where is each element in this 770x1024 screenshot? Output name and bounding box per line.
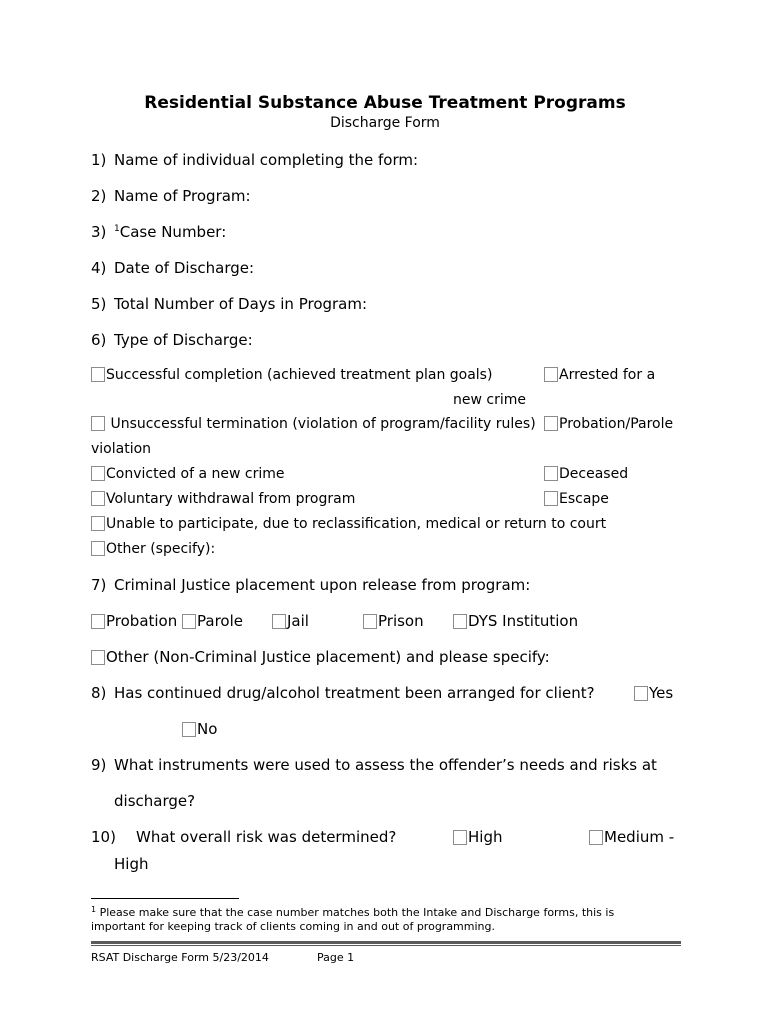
question-2 xyxy=(91,187,251,205)
question-10 xyxy=(91,828,397,846)
question-number: 3) xyxy=(91,223,107,241)
question-5 xyxy=(91,295,368,313)
checkbox[interactable] xyxy=(544,416,558,431)
checkbox[interactable] xyxy=(453,830,467,845)
question-text: Has continued drug/alcohol treatment been arranged for client? xyxy=(114,684,595,702)
option-yes[interactable] xyxy=(634,684,673,702)
form-subtitle: Discharge Form xyxy=(330,115,440,131)
option-other-placement[interactable] xyxy=(91,648,550,666)
option-label: Successful completion (achieved treatment plan goals) xyxy=(106,367,493,383)
option-no[interactable] xyxy=(182,720,217,738)
question-number: 5) xyxy=(91,295,107,313)
option-label: Voluntary withdrawal from program xyxy=(106,491,356,507)
option-label: No xyxy=(197,720,218,738)
footer-rule xyxy=(91,941,681,944)
checkbox[interactable] xyxy=(589,830,603,845)
option-label: Convicted of a new crime xyxy=(106,466,285,482)
question-text: What overall risk was determined? xyxy=(136,828,397,846)
checkbox[interactable] xyxy=(91,650,105,665)
option-label: Escape xyxy=(559,491,609,507)
question-text: Total Number of Days in Program: xyxy=(114,295,368,313)
option-jail[interactable] xyxy=(272,612,309,630)
option-label: Other (Non-Criminal Justice placement) and please specify: xyxy=(106,648,550,666)
form-title: Residential Substance Abuse Treatment Programs xyxy=(144,93,626,113)
question-text: Criminal Justice placement upon release from program: xyxy=(114,576,531,594)
option-arrested-continued: new crime xyxy=(453,392,526,408)
question-9 xyxy=(91,756,657,774)
checkbox[interactable] xyxy=(634,686,648,701)
option-high[interactable] xyxy=(453,828,502,846)
option-label: DYS Institution xyxy=(468,612,579,630)
question-text: What instruments were used to assess the offender’s needs and risks at xyxy=(114,756,657,774)
option-label: Yes xyxy=(649,684,674,702)
checkbox[interactable] xyxy=(91,367,105,382)
option-escape[interactable] xyxy=(544,491,609,507)
option-medium-high[interactable] xyxy=(589,828,674,846)
option-successful[interactable] xyxy=(91,367,492,383)
option-label: Other (specify): xyxy=(106,541,216,557)
option-label: Medium - xyxy=(604,828,675,846)
option-probation-parole-violation[interactable] xyxy=(544,416,673,432)
checkbox[interactable] xyxy=(91,541,105,556)
footer-form-label: RSAT Discharge Form 5/23/2014 xyxy=(91,951,269,964)
option-probation-parole-continued: violation xyxy=(91,441,152,457)
option-prison[interactable] xyxy=(363,612,424,630)
checkbox[interactable] xyxy=(182,722,196,737)
option-other-specify[interactable] xyxy=(91,541,215,557)
option-label: Arrested for a xyxy=(559,367,656,383)
footnote xyxy=(91,903,651,934)
question-number: 9) xyxy=(91,756,107,774)
question-6 xyxy=(91,331,253,349)
question-text: Case Number: xyxy=(119,223,227,241)
checkbox[interactable] xyxy=(91,491,105,506)
checkbox[interactable] xyxy=(272,614,286,629)
checkbox[interactable] xyxy=(91,416,105,431)
option-label: Unsuccessful termination (violation of program/facility rules) xyxy=(106,416,536,432)
question-1 xyxy=(91,151,419,169)
question-text: Name of Program: xyxy=(114,187,251,205)
checkbox[interactable] xyxy=(91,614,105,629)
question-number: 8) xyxy=(91,684,107,702)
checkbox[interactable] xyxy=(91,516,105,531)
question-text: Type of Discharge: xyxy=(114,331,253,349)
option-voluntary-withdrawal[interactable] xyxy=(91,491,355,507)
footnote-separator xyxy=(91,898,239,899)
option-label: Parole xyxy=(197,612,243,630)
option-label: High xyxy=(468,828,503,846)
checkbox[interactable] xyxy=(91,466,105,481)
question-text: Date of Discharge: xyxy=(114,259,255,277)
option-unsuccessful[interactable] xyxy=(91,416,536,432)
footnote-text: Please make sure that the case number matches both the Intake and Discharge forms, this is important for keeping track of clients coming in and out of programming. xyxy=(91,906,615,933)
question-number: 6) xyxy=(91,331,107,349)
option-unable-to-participate[interactable] xyxy=(91,516,606,532)
footnote-marker: 1 xyxy=(91,905,97,914)
option-dys-institution[interactable] xyxy=(453,612,578,630)
checkbox[interactable] xyxy=(363,614,377,629)
option-label: Probation/Parole xyxy=(559,416,674,432)
question-number: 4) xyxy=(91,259,107,277)
question-8 xyxy=(91,684,595,702)
question-text: Name of individual completing the form: xyxy=(114,151,419,169)
option-convicted[interactable] xyxy=(91,466,284,482)
option-arrested[interactable] xyxy=(544,367,655,383)
question-4 xyxy=(91,259,255,277)
option-probation[interactable] xyxy=(91,612,177,630)
question-3 xyxy=(91,223,227,241)
footer-page-number: Page 1 xyxy=(317,951,355,964)
option-label: Unable to participate, due to reclassification, medical or return to court xyxy=(106,516,607,532)
footnote-ref: 1 xyxy=(114,224,120,234)
option-parole[interactable] xyxy=(182,612,243,630)
question-9-continued: discharge? xyxy=(114,792,196,810)
question-number: 1) xyxy=(91,151,107,169)
option-label: Probation xyxy=(106,612,178,630)
option-label: Jail xyxy=(287,612,309,630)
footer-rule-thin xyxy=(91,945,681,946)
question-number: 10) xyxy=(91,828,116,846)
option-medium-high-continued: High xyxy=(114,855,149,873)
question-number: 2) xyxy=(91,187,107,205)
question-7 xyxy=(91,576,531,594)
option-label: Prison xyxy=(378,612,424,630)
checkbox[interactable] xyxy=(544,466,558,481)
checkbox[interactable] xyxy=(453,614,467,629)
checkbox[interactable] xyxy=(182,614,196,629)
checkbox[interactable] xyxy=(544,367,558,382)
option-label: Deceased xyxy=(559,466,629,482)
checkbox[interactable] xyxy=(544,491,558,506)
option-deceased[interactable] xyxy=(544,466,628,482)
question-number: 7) xyxy=(91,576,107,594)
